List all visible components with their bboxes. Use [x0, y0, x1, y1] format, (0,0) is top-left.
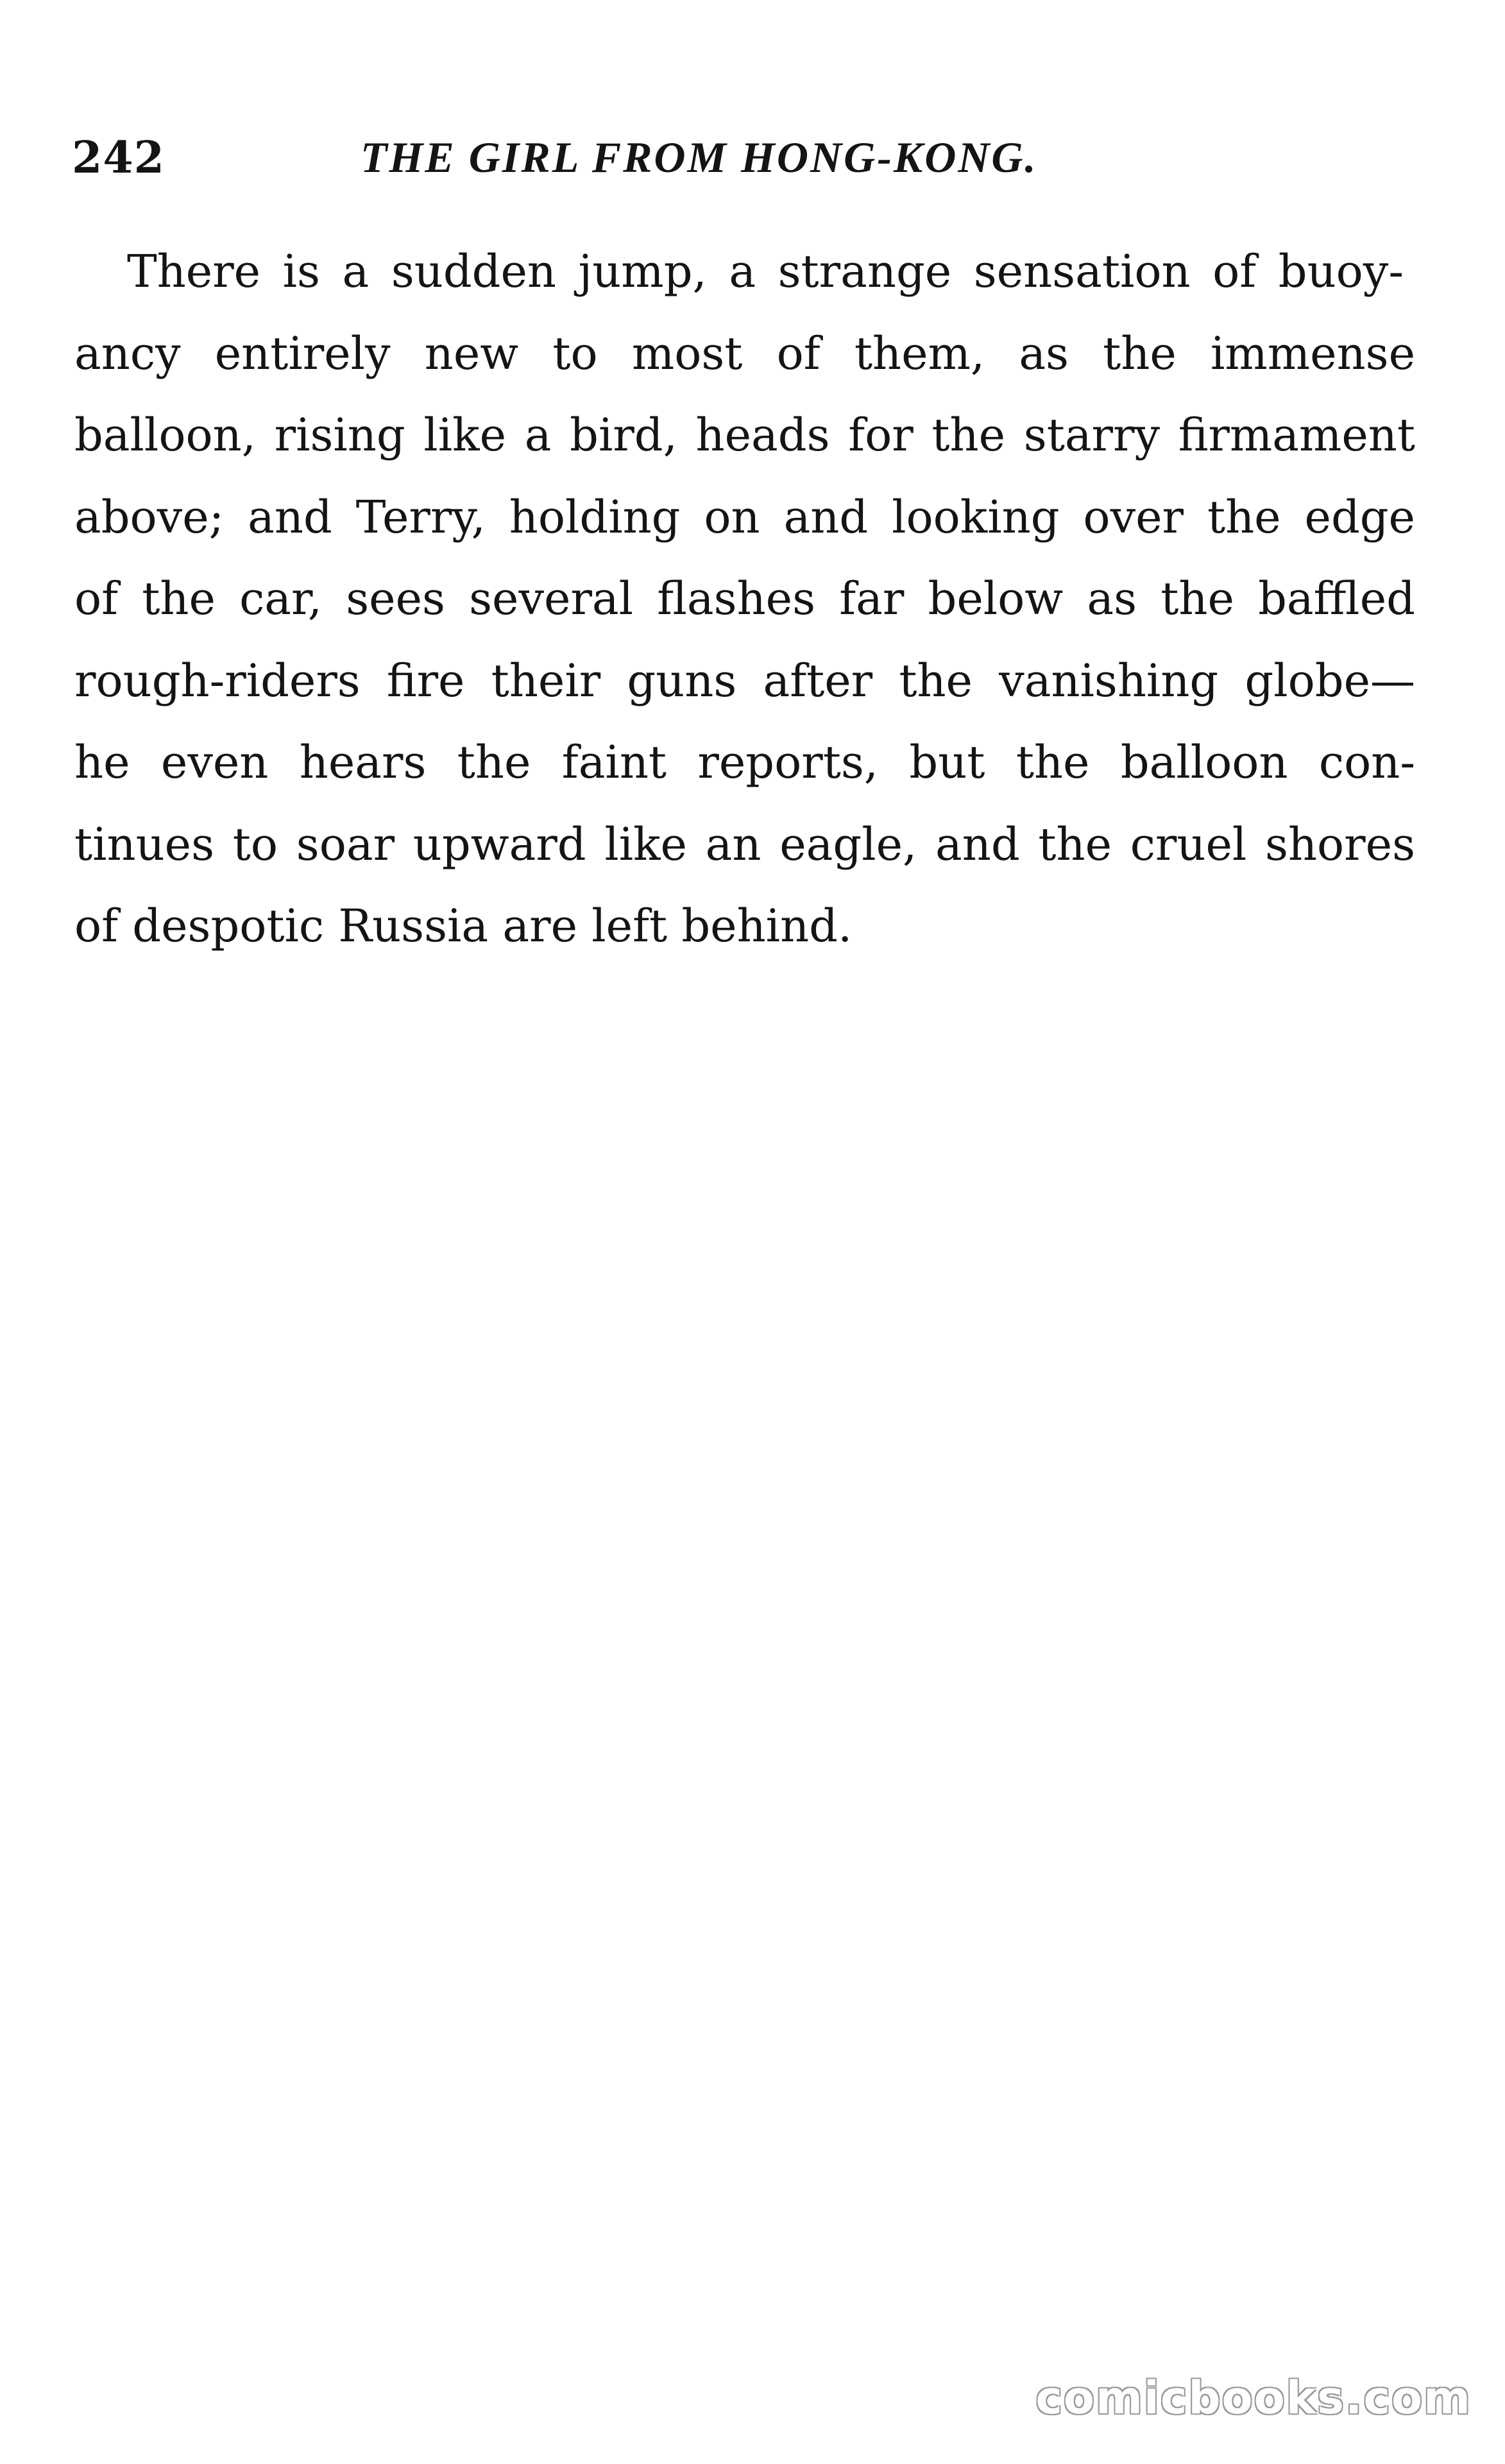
text-line: tinues to soar upward like an eagle, and the cruel shores: [74, 817, 1415, 871]
running-head: [72, 132, 1425, 190]
book-title: THE GIRL FROM HONG-KONG.: [361, 133, 1038, 182]
watermark: comicbooks.com: [1035, 2372, 1472, 2424]
text-line: of despotic Russia are left behind.: [74, 900, 853, 952]
text-line: above; and Terry, holding on and looking over the edge: [74, 490, 1415, 543]
text-line: balloon, rising like a bird, heads for the starry firmament: [74, 409, 1415, 461]
paragraph: [74, 231, 1415, 968]
text-line: ancy entirely new to most of them, as the immense: [74, 327, 1415, 380]
text-line: of the car, sees several flashes far below as the baffled: [74, 572, 1415, 625]
page-number: 242: [72, 132, 165, 184]
text-line: he even hears the faint reports, but the balloon con-: [74, 736, 1415, 789]
text-line: rough-riders fire their guns after the vanishing globe—: [74, 654, 1415, 707]
text-line: There is a sudden jump, a strange sensation of buoy-: [127, 245, 1404, 298]
